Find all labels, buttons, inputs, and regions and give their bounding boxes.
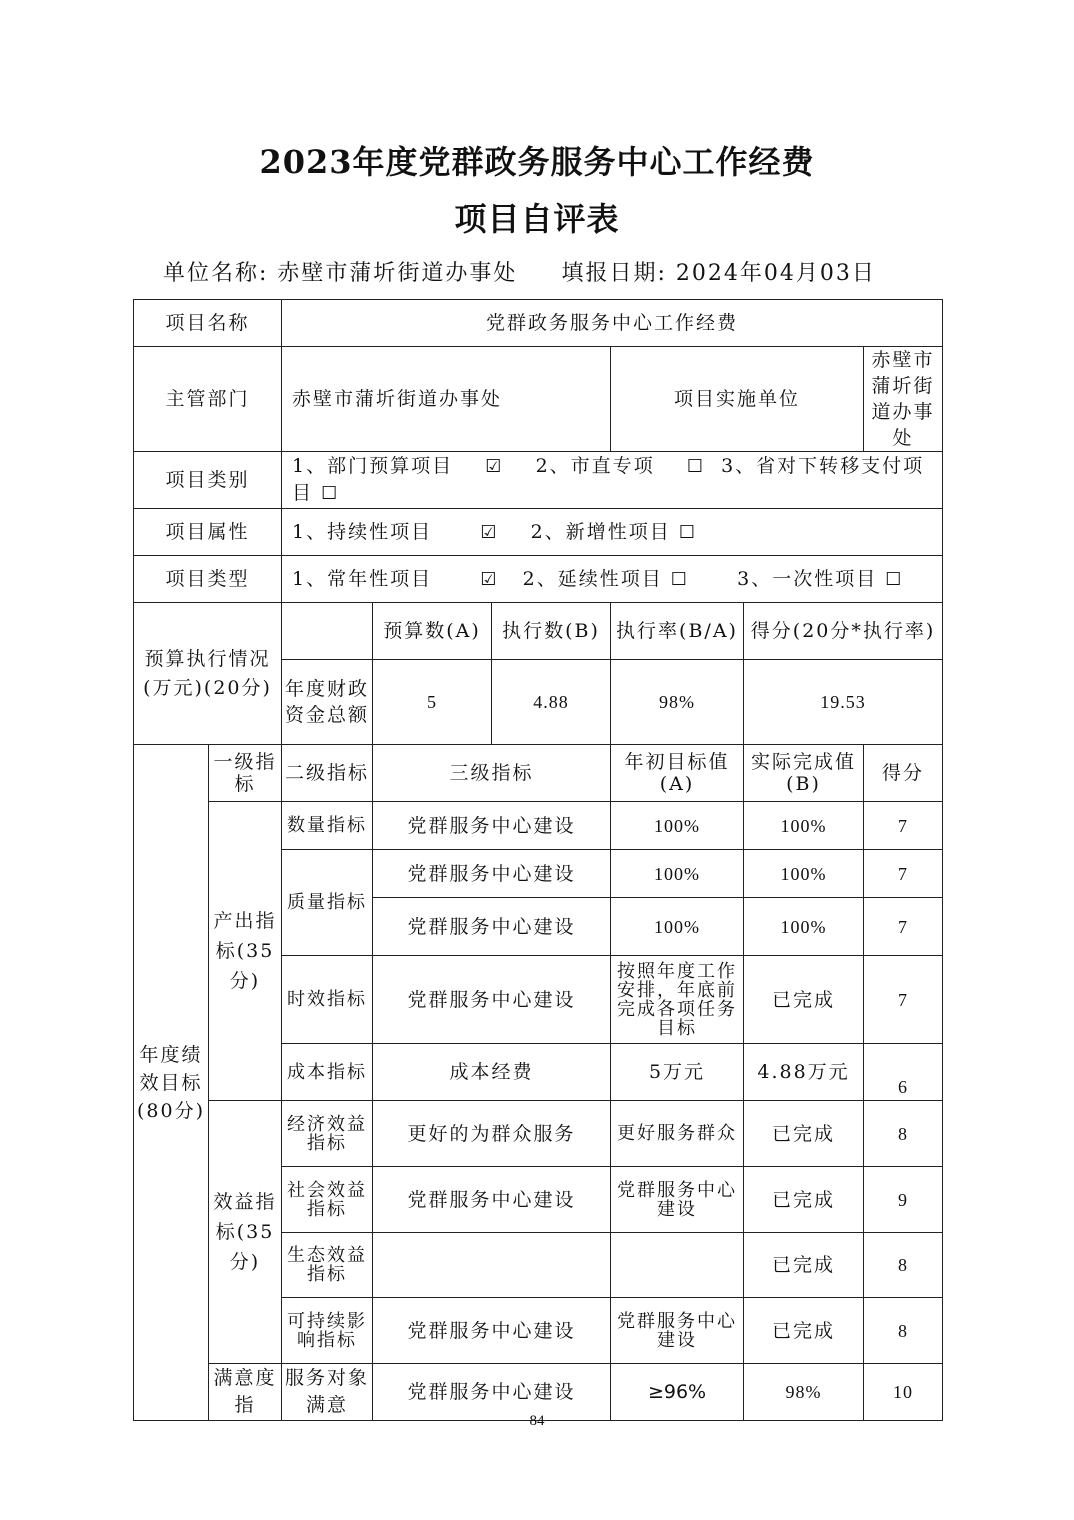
- unchecked-box-icon: ☐: [885, 568, 904, 590]
- checked-box-icon: ☑: [485, 456, 504, 477]
- dept-value: 赤壁市蒲圻街道办事处: [282, 347, 611, 452]
- evaluation-table: [133, 299, 943, 1421]
- budget-label: 预算执行情况(万元)(20分): [134, 603, 282, 745]
- dept-label: 主管部门: [134, 347, 282, 452]
- actual-cell: 已完成: [744, 1233, 864, 1298]
- level2-cell: 质量指标: [282, 850, 373, 956]
- target-cell: 100%: [611, 850, 744, 898]
- rate-value: 98%: [611, 660, 744, 745]
- level2-cell: 服务对象满意: [282, 1364, 373, 1421]
- score-cell: 8: [864, 1101, 943, 1167]
- score-cell: 7: [864, 802, 943, 850]
- target-cell: [611, 1233, 744, 1298]
- level3-cell: 党群服务中心建设: [373, 1298, 611, 1364]
- impl-label: 项目实施单位: [611, 347, 864, 452]
- unchecked-box-icon: ☐: [686, 456, 705, 477]
- budget-score-value: 19.53: [744, 660, 943, 745]
- level3-cell: 党群服务中心建设: [373, 898, 611, 956]
- level3-cell: [373, 1233, 611, 1298]
- score-cell: 10: [864, 1364, 943, 1421]
- exec-value: 4.88: [492, 660, 611, 745]
- unchecked-box-icon: ☐: [678, 521, 697, 543]
- perf-header-level1: 一级指标: [209, 745, 282, 802]
- score-cell: 8: [864, 1233, 943, 1298]
- score-cell: 7: [864, 850, 943, 898]
- attr-opt1: 1、持续性项目: [292, 520, 433, 543]
- type-opt2: 2、延续性项目: [522, 567, 663, 590]
- category-opt2: 2、市直专项: [535, 455, 655, 477]
- perf-header-score: 得分: [864, 745, 943, 802]
- document-subtitle: 项目自评表: [454, 200, 620, 238]
- budget-col-a: 预算数(A): [373, 603, 492, 660]
- category-options: [282, 452, 943, 509]
- actual-cell: 98%: [744, 1364, 864, 1421]
- perf-header-actual: 实际完成值(B): [744, 745, 864, 802]
- budget-value: 5: [373, 660, 492, 745]
- budget-empty-cell: [282, 603, 373, 660]
- actual-cell: 已完成: [744, 1101, 864, 1167]
- date-value: 2024年04月03日: [675, 261, 876, 286]
- target-cell: 100%: [611, 802, 744, 850]
- level3-cell: 党群服务中心建设: [373, 956, 611, 1044]
- actual-cell: 100%: [744, 850, 864, 898]
- actual-cell: 100%: [744, 802, 864, 850]
- group-benefit: 效益指标(35分): [209, 1101, 282, 1364]
- budget-row-label: 年度财政资金总额: [282, 660, 373, 745]
- type-opt1: 1、常年性项目: [292, 567, 433, 590]
- meta-line: [163, 256, 876, 287]
- score-cell: 7: [864, 956, 943, 1044]
- impl-value: 赤壁市蒲圻街道办事处: [864, 347, 943, 452]
- level2-cell: 社会效益指标: [282, 1167, 373, 1233]
- level3-cell: 成本经费: [373, 1044, 611, 1101]
- project-name-value: 党群政务服务中心工作经费: [282, 300, 943, 347]
- attr-opt2: 2、新增性项目: [530, 520, 671, 543]
- unchecked-box-icon: ☐: [321, 483, 340, 504]
- target-cell: 5万元: [611, 1044, 744, 1101]
- group-output: 产出指标(35分): [209, 802, 282, 1101]
- checked-box-icon: ☑: [480, 521, 499, 543]
- perf-header-level2: 二级指标: [282, 745, 373, 802]
- page-number: 84: [529, 1413, 545, 1429]
- actual-cell: 100%: [744, 898, 864, 956]
- score-cell: 7: [864, 898, 943, 956]
- actual-cell: 4.88万元: [744, 1044, 864, 1101]
- date-label: 填报日期:: [561, 261, 667, 286]
- level2-cell: 可持续影响指标: [282, 1298, 373, 1364]
- level3-cell: 党群服务中心建设: [373, 1167, 611, 1233]
- category-label: 项目类别: [134, 452, 282, 509]
- level2-cell: 生态效益指标: [282, 1233, 373, 1298]
- level3-cell: 党群服务中心建设: [373, 850, 611, 898]
- attr-label: 项目属性: [134, 509, 282, 556]
- level3-cell: 更好的为群众服务: [373, 1101, 611, 1167]
- perf-header-target: 年初目标值(A): [611, 745, 744, 802]
- level2-cell: 成本指标: [282, 1044, 373, 1101]
- target-cell: 党群服务中心建设: [611, 1298, 744, 1364]
- level2-cell: 经济效益指标: [282, 1101, 373, 1167]
- type-label: 项目类型: [134, 556, 282, 603]
- actual-cell: 已完成: [744, 1298, 864, 1364]
- document-title: 2023年度党群政务服务中心工作经费: [259, 143, 815, 181]
- category-opt1: 1、部门预算项目: [292, 455, 454, 477]
- target-cell: 更好服务群众: [611, 1101, 744, 1167]
- type-opt3: 3、一次性项目: [737, 567, 878, 590]
- type-options: [282, 556, 943, 603]
- score-cell: 6: [864, 1044, 943, 1101]
- score-cell: 9: [864, 1167, 943, 1233]
- perf-header-level3: 三级指标: [373, 745, 611, 802]
- actual-cell: 已完成: [744, 956, 864, 1044]
- target-cell: ≥96%: [611, 1364, 744, 1421]
- budget-col-rate: 执行率(B/A): [611, 603, 744, 660]
- checked-box-icon: ☑: [480, 568, 499, 590]
- level2-cell: 时效指标: [282, 956, 373, 1044]
- target-cell: 100%: [611, 898, 744, 956]
- target-cell: 党群服务中心建设: [611, 1167, 744, 1233]
- budget-col-b: 执行数(B): [492, 603, 611, 660]
- level2-cell: 数量指标: [282, 802, 373, 850]
- actual-cell: 已完成: [744, 1167, 864, 1233]
- project-name-label: 项目名称: [134, 300, 282, 347]
- target-cell: 按照年度工作安排，年底前完成各项任务目标: [611, 956, 744, 1044]
- level3-cell: 党群服务中心建设: [373, 1364, 611, 1421]
- budget-col-score: 得分(20分*执行率): [744, 603, 943, 660]
- unit-label: 单位名称:: [163, 261, 269, 286]
- unchecked-box-icon: ☐: [670, 568, 689, 590]
- unit-value: 赤壁市蒲圻街道办事处: [277, 261, 518, 286]
- score-cell: 8: [864, 1298, 943, 1364]
- level3-cell: 党群服务中心建设: [373, 802, 611, 850]
- category-opt3: 3、省对下转移支付项目: [292, 455, 925, 504]
- group-satisfaction: 满意度指: [209, 1364, 282, 1421]
- attr-options: [282, 509, 943, 556]
- perf-label: 年度绩效目标(80分): [134, 745, 209, 1421]
